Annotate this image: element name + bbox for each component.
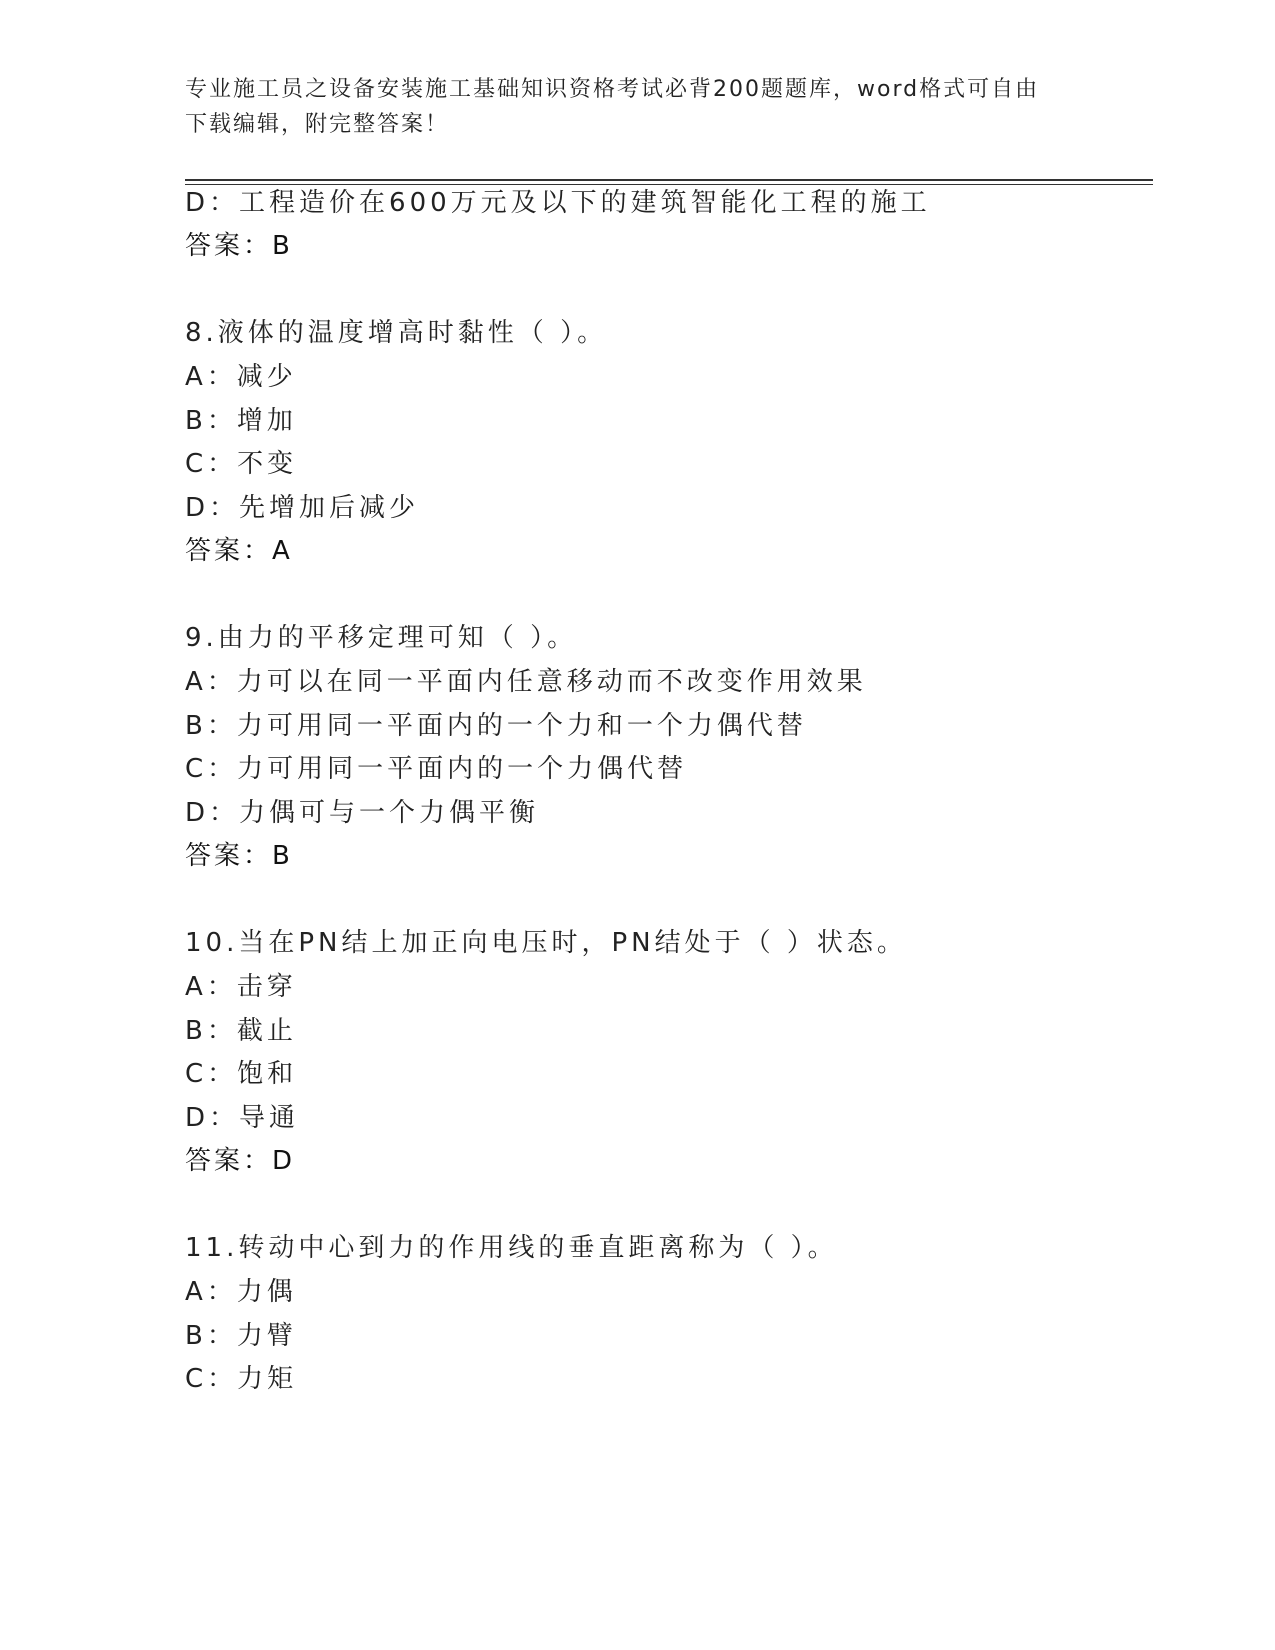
header-title-line-1: 专业施工员之设备安装施工基础知识资格考试必背200题题库，word格式可自由 xyxy=(185,77,1040,102)
q9-question: 9.由力的平移定理可知（ ）。 xyxy=(185,623,578,653)
q11-option-c: C：力矩 xyxy=(185,1364,298,1394)
q9-option-c: C：力可用同一平面内的一个力偶代替 xyxy=(185,754,688,784)
q11-option-a: A：力偶 xyxy=(185,1277,297,1307)
q8-option-d: D：先增加后减少 xyxy=(185,493,420,523)
q10-option-a: A：击穿 xyxy=(185,972,297,1002)
q10-question: 10.当在PN结上加正向电压时，PN结处于（ ）状态。 xyxy=(185,928,907,958)
q9-option-d: D：力偶可与一个力偶平衡 xyxy=(185,798,540,828)
q8-option-a: A：减少 xyxy=(185,362,297,392)
q7-option-d: D：工程造价在600万元及以下的建筑智能化工程的施工 xyxy=(185,188,931,218)
q10-answer: 答案：D xyxy=(185,1146,296,1176)
q9-answer: 答案：B xyxy=(185,841,293,871)
q7-answer: 答案：B xyxy=(185,231,293,261)
header-title-line-2: 下载编辑，附完整答案！ xyxy=(185,112,450,137)
q9-option-a: A：力可以在同一平面内任意移动而不改变作用效果 xyxy=(185,667,867,697)
q8-question: 8.液体的温度增高时黏性（ ）。 xyxy=(185,318,608,348)
q8-option-c: C：不变 xyxy=(185,449,298,479)
q10-option-c: C：饱和 xyxy=(185,1059,298,1089)
q11-option-b: B：力臂 xyxy=(185,1321,297,1351)
document-header xyxy=(185,72,1085,142)
header-divider-thin xyxy=(185,184,1153,185)
q9-option-b: B：力可用同一平面内的一个力和一个力偶代替 xyxy=(185,711,807,741)
q10-option-b: B：截止 xyxy=(185,1016,297,1046)
q10-option-d: D：导通 xyxy=(185,1103,300,1133)
q8-option-b: B：增加 xyxy=(185,406,297,436)
q11-question: 11.转动中心到力的作用线的垂直距离称为（ ）。 xyxy=(185,1233,838,1263)
q8-answer: 答案：A xyxy=(185,536,293,566)
header-divider-thick xyxy=(185,179,1153,181)
